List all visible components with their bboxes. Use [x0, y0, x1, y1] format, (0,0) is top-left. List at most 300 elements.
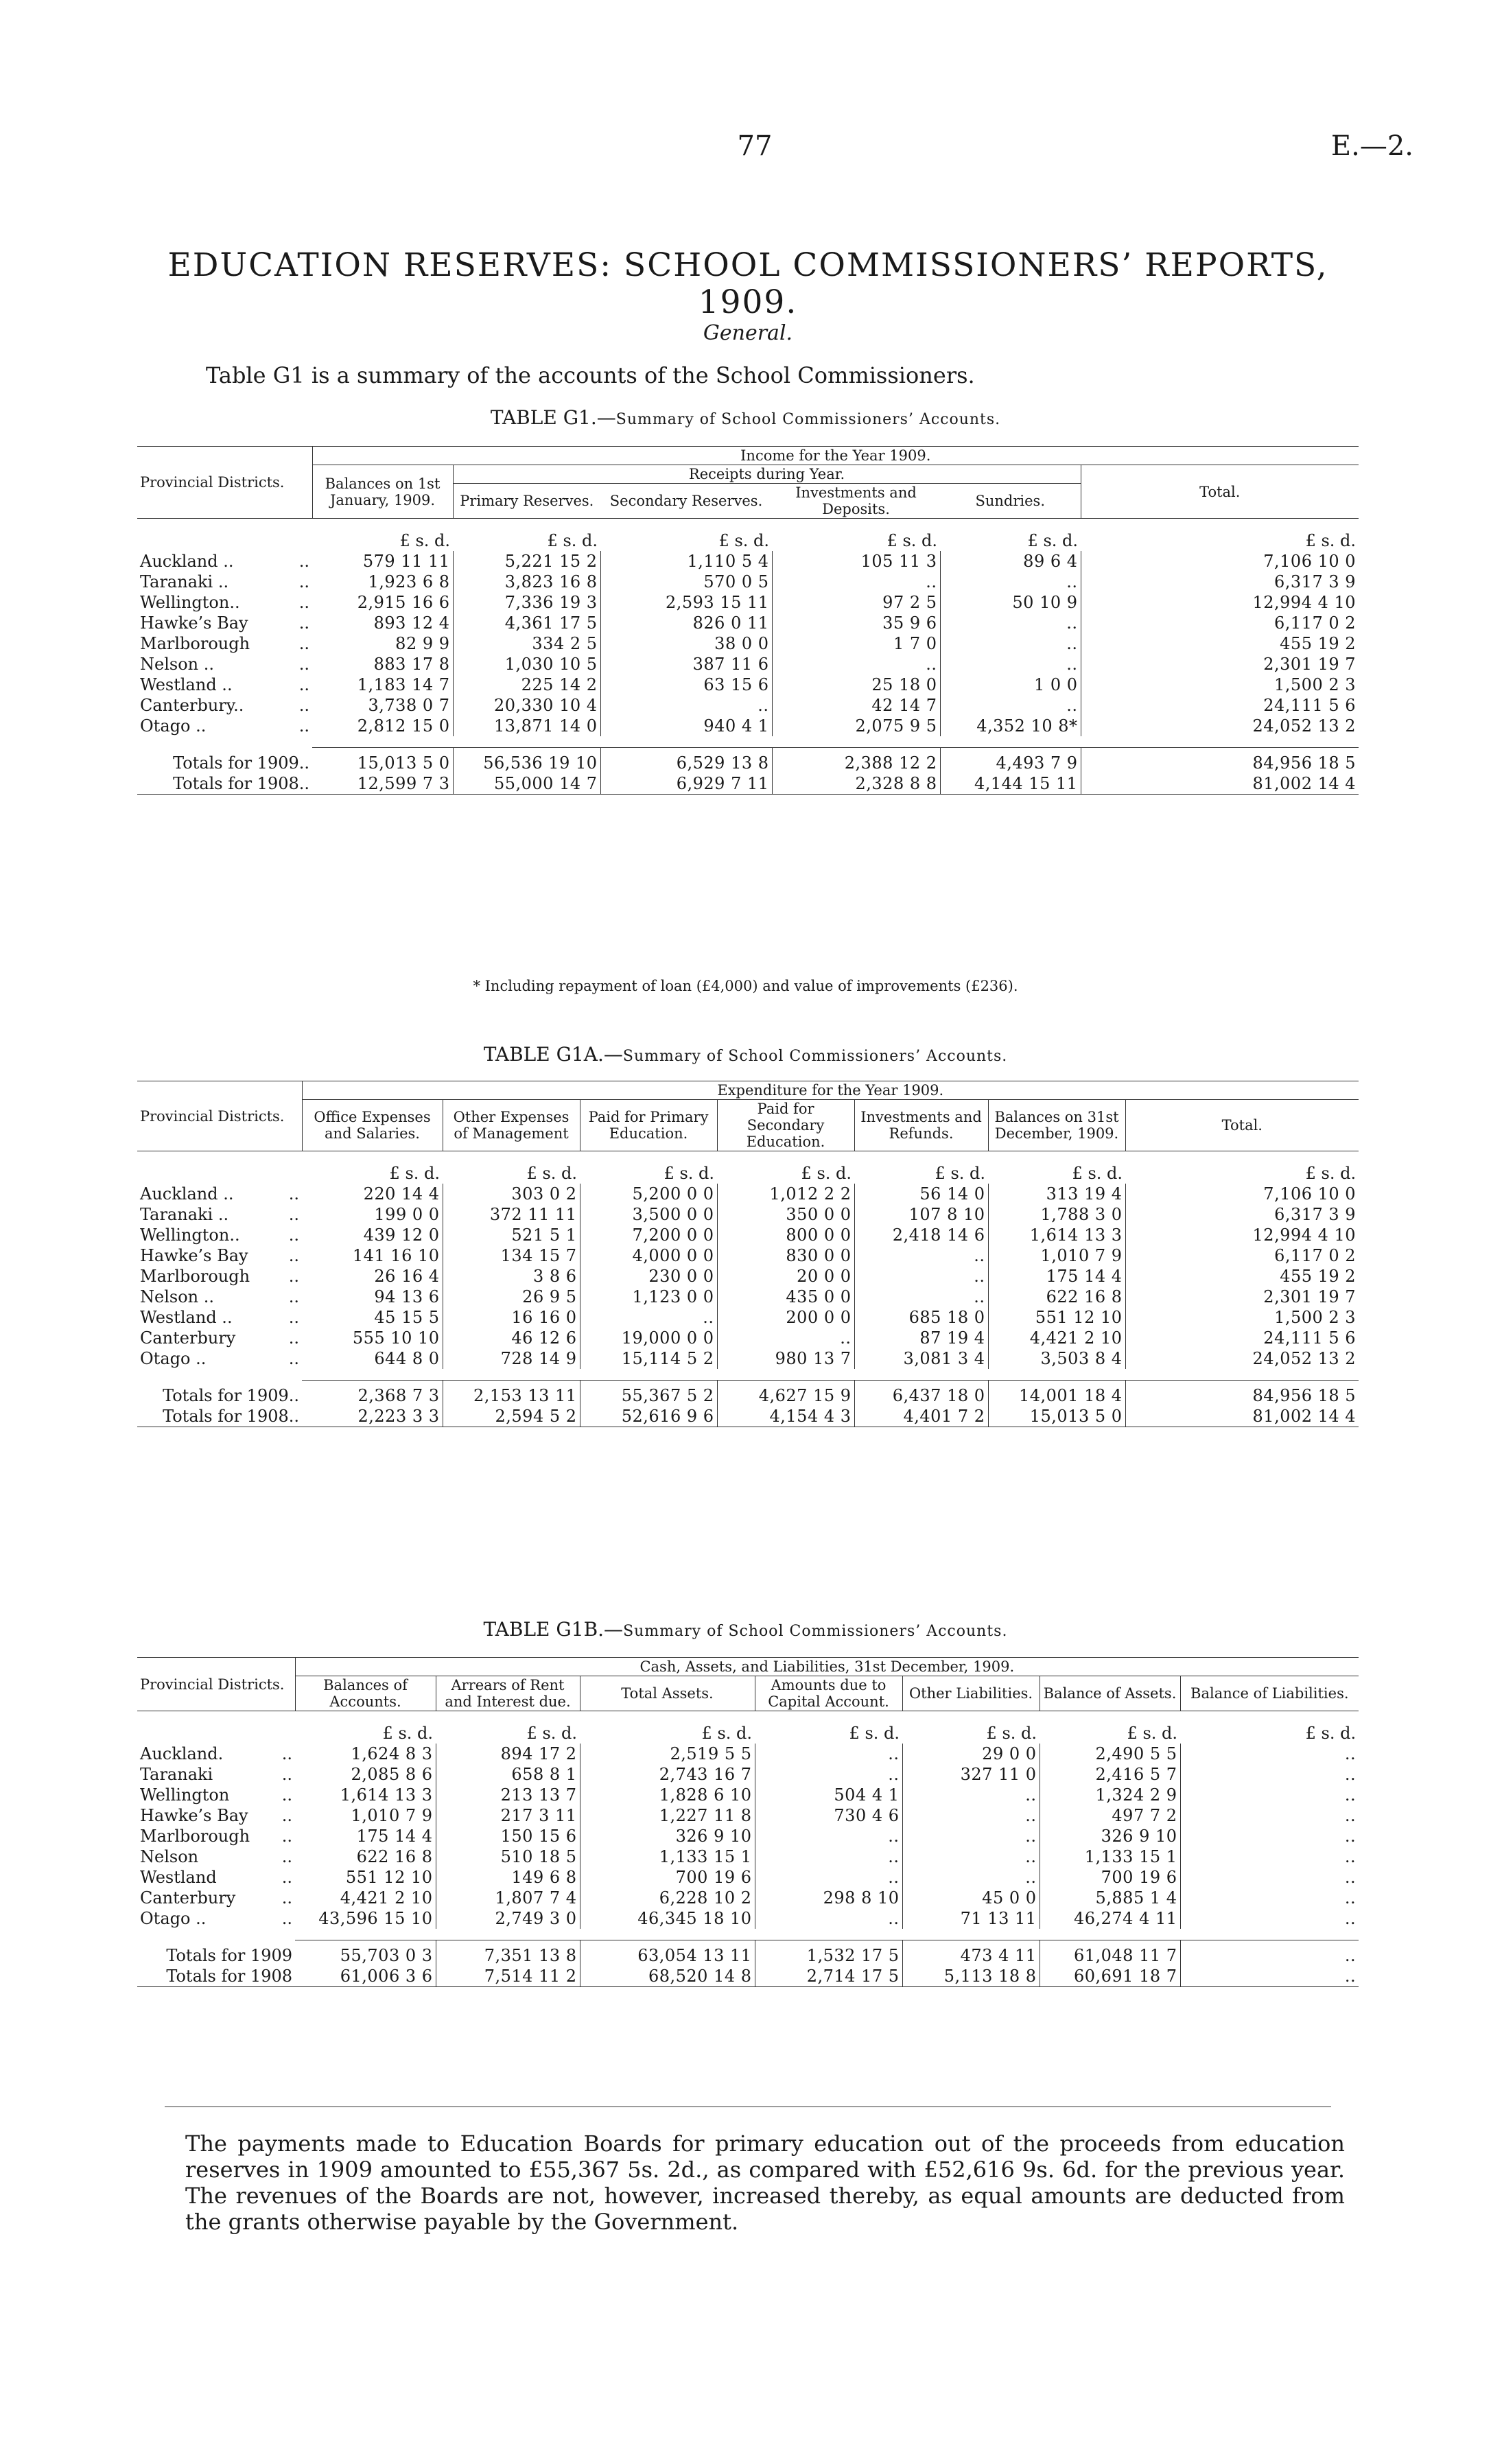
g1a-cell: 199 0 0 [302, 1204, 443, 1225]
g1b-cell: 175 14 4 [295, 1826, 436, 1846]
g1-row [137, 674, 1359, 695]
closing-paragraph: The payments made to Education Boards for primary education out of the proceeds from education reserves in 1909 amounted to £55,367 5s. 2d., as compared with £52,616 9s. 6d. for the previous year. The revenues of the Boards are not, however, increased thereby, as equal amounts are deducted from the grants otherwise payable by the Government. [185, 2131, 1345, 2235]
g1-total-cell: 6,529 13 8 [600, 748, 772, 774]
g1-total-cell: 81,002 14 4 [1081, 773, 1359, 795]
g1b-leader-dots: .. [281, 1847, 293, 1866]
g1b-total-cell: .. [1180, 1940, 1359, 1967]
table-g1-caption-text: Summary of School Commissioners’ Accounts. [615, 411, 1001, 428]
g1-district-name: Canterbury.. [140, 696, 244, 715]
g1a-cell: 24,111 5 6 [1263, 1328, 1357, 1348]
g1b-cell: 1,324 2 9 [1040, 1785, 1180, 1805]
g1b-total-cell: 68,520 14 8 [580, 1966, 755, 1987]
g1b-cell: 6,228 10 2 [580, 1888, 755, 1908]
g1b-total-cell: 60,691 18 7 [1040, 1966, 1180, 1987]
g1-total-cell: 4,493 7 9 [940, 748, 1081, 774]
g1a-cell: 2,301 19 7 [1263, 1287, 1357, 1306]
g1-col-sundries: Sundries. [975, 493, 1046, 509]
g1-row [137, 695, 1359, 716]
g1b-group-header: Cash, Assets, and Liabilities, 31st December, 1909. [295, 1658, 1359, 1676]
g1a-total-cell: 15,013 5 0 [988, 1406, 1125, 1427]
g1a-cell: 45 15 5 [302, 1307, 443, 1328]
g1a-cell: 230 0 0 [580, 1266, 717, 1287]
g1a-cell: 1,012 2 2 [717, 1184, 854, 1204]
g1b-row [137, 1826, 1359, 1846]
g1b-cell: 298 8 10 [755, 1888, 902, 1908]
g1b-spacer-row [137, 1929, 1359, 1940]
g1b-cell: 894 17 2 [436, 1744, 580, 1764]
g1b-cell: 1,828 6 10 [580, 1785, 755, 1805]
g1a-row [137, 1307, 1359, 1328]
g1a-total-cell: 55,367 5 2 [580, 1381, 717, 1407]
g1b-cell: .. [902, 1867, 1040, 1888]
g1-cell: .. [940, 633, 1081, 654]
g1b-col-balance-liabilities: Balance of Liabilities. [1190, 1685, 1349, 1702]
g1a-district-name: Otago .. [140, 1349, 207, 1368]
g1b-cell: 700 19 6 [1040, 1867, 1180, 1888]
g1a-cell: 350 0 0 [717, 1204, 854, 1225]
g1-cell: 893 12 4 [312, 613, 453, 633]
g1b-totals-label: Totals for 1908 [137, 1966, 295, 1987]
g1-row [137, 592, 1359, 613]
g1a-total-cell: 14,001 18 4 [988, 1381, 1125, 1407]
g1b-cell: 2,749 3 0 [436, 1908, 580, 1929]
g1a-cell: 830 0 0 [717, 1245, 854, 1266]
g1b-cell: 217 3 11 [436, 1805, 580, 1826]
g1b-cell: 1,614 13 3 [295, 1785, 436, 1805]
g1a-cell: .. [854, 1245, 988, 1266]
g1b-cell: 45 0 0 [902, 1888, 1040, 1908]
g1-cell: 826 0 11 [600, 613, 772, 633]
g1-cell: 883 17 8 [312, 654, 453, 674]
g1-unit-label: £ s. d. [547, 531, 598, 550]
g1-cell: 63 15 6 [600, 674, 772, 695]
g1-cell: 4,361 17 5 [453, 613, 600, 633]
g1b-cell: 2,490 5 5 [1040, 1744, 1180, 1764]
g1b-row [137, 1744, 1359, 1764]
g1-cell: .. [772, 572, 940, 592]
g1b-cell: 658 8 1 [436, 1764, 580, 1785]
g1-total-cell: 84,956 18 5 [1081, 748, 1359, 774]
g1b-cell: .. [755, 1764, 902, 1785]
g1-cell: 570 0 5 [600, 572, 772, 592]
g1a-totals-label: Totals for 1908.. [137, 1406, 302, 1427]
g1a-cell: 313 19 4 [988, 1184, 1125, 1204]
g1-cell: 24,111 5 6 [1263, 696, 1357, 715]
g1a-district-name: Taranaki .. [140, 1205, 229, 1224]
g1b-cell: 1,133 15 1 [580, 1846, 755, 1867]
g1-cell: 82 9 9 [312, 633, 453, 654]
table-g1a-caption-text: Summary of School Commissioners’ Accounts. [622, 1048, 1008, 1065]
g1b-unit-label: £ s. d. [1127, 1724, 1178, 1743]
g1b-unit-label: £ s. d. [526, 1724, 578, 1743]
g1a-row [137, 1348, 1359, 1369]
g1a-row [137, 1287, 1359, 1307]
g1-district-name: Westland .. [140, 675, 233, 694]
g1b-cell: 4,421 2 10 [295, 1888, 436, 1908]
g1a-cell: 4,421 2 10 [988, 1328, 1125, 1348]
g1a-cell: 800 0 0 [717, 1225, 854, 1245]
g1b-cell: .. [1344, 1847, 1357, 1866]
g1a-unit-label: £ s. d. [801, 1164, 852, 1183]
g1-unit-label: £ s. d. [718, 531, 770, 550]
g1-cell: 1,923 6 8 [312, 572, 453, 592]
g1b-cell: 504 4 1 [755, 1785, 902, 1805]
g1b-cell: .. [1344, 1806, 1357, 1825]
g1b-cell: .. [755, 1867, 902, 1888]
g1a-unit-label: £ s. d. [1072, 1164, 1123, 1183]
g1a-leader-dots: .. [288, 1349, 300, 1368]
table-g1b [137, 1657, 1359, 1987]
g1a-col-balances: Balances on 31st December, 1909. [988, 1100, 1125, 1151]
g1-cell: 455 19 2 [1280, 634, 1357, 653]
g1a-cell: 1,123 0 0 [580, 1287, 717, 1307]
g1a-cell: 220 14 4 [302, 1184, 443, 1204]
g1a-col-district: Provincial Districts. [137, 1081, 302, 1151]
g1-total-cell: 56,536 19 10 [453, 748, 600, 774]
g1a-cell: .. [580, 1307, 717, 1328]
g1b-unit-label: £ s. d. [701, 1724, 753, 1743]
g1-cell: 97 2 5 [772, 592, 940, 613]
g1b-total-cell: 55,703 0 3 [295, 1940, 436, 1967]
g1b-cell: 551 12 10 [295, 1867, 436, 1888]
g1-totals-label: Totals for 1908.. [137, 773, 312, 795]
g1a-col-primary: Paid for Primary Education. [580, 1100, 717, 1151]
g1a-cell: .. [854, 1287, 988, 1307]
table-g1a [137, 1081, 1359, 1427]
g1-cell: 12,994 4 10 [1252, 593, 1357, 612]
g1b-district-name: Otago .. [140, 1909, 207, 1928]
g1a-cell: 372 11 11 [443, 1204, 580, 1225]
g1b-total-cell: 1,532 17 5 [755, 1940, 902, 1967]
g1-cell: .. [772, 654, 940, 674]
g1a-totals-row [137, 1381, 1359, 1407]
g1b-cell: 1,010 7 9 [295, 1805, 436, 1826]
g1b-col-district: Provincial Districts. [137, 1658, 295, 1711]
g1a-cell: 19,000 0 0 [580, 1328, 717, 1348]
g1b-unit-label: £ s. d. [986, 1724, 1037, 1743]
g1b-total-cell: 7,351 13 8 [436, 1940, 580, 1967]
g1a-cell: 685 18 0 [854, 1307, 988, 1328]
table-g1-footnote: * Including repayment of loan (£4,000) and value of improvements (£236). [473, 978, 1018, 994]
g1-unit-label: £ s. d. [887, 531, 938, 550]
g1-leader-dots: .. [298, 634, 310, 653]
g1a-cell: 12,994 4 10 [1252, 1225, 1357, 1245]
g1b-total-cell: 473 4 11 [902, 1940, 1040, 1967]
g1-cell: 225 14 2 [453, 674, 600, 695]
g1a-leader-dots: .. [288, 1205, 300, 1224]
g1-cell: 24,052 13 2 [1252, 716, 1357, 736]
g1-totals-row [137, 773, 1359, 795]
g1-spacer-row [137, 736, 1359, 748]
g1a-leader-dots: .. [288, 1287, 300, 1306]
g1a-leader-dots: .. [288, 1246, 300, 1265]
g1a-district-name: Wellington.. [140, 1225, 240, 1245]
g1b-cell: .. [755, 1744, 902, 1764]
g1b-unit-label: £ s. d. [849, 1724, 900, 1743]
g1a-cell: 622 16 8 [988, 1287, 1125, 1307]
table-g1-caption-prefix: TABLE G1.— [490, 406, 616, 429]
g1-cell: 3,823 16 8 [453, 572, 600, 592]
g1a-cell: 728 14 9 [443, 1348, 580, 1369]
g1-row [137, 572, 1359, 592]
g1b-totals-row [137, 1940, 1359, 1967]
g1a-cell: 15,114 5 2 [580, 1348, 717, 1369]
g1-cell: 2,075 9 5 [772, 716, 940, 736]
g1b-total-cell: 63,054 13 11 [580, 1940, 755, 1967]
g1-district-name: Taranaki .. [140, 572, 229, 591]
g1-district-name: Otago .. [140, 716, 207, 736]
table-g1a-caption [0, 1043, 1491, 1066]
g1-cell: 387 11 6 [600, 654, 772, 674]
g1a-col-investments: Investments and Refunds. [854, 1100, 988, 1151]
g1-row [137, 613, 1359, 633]
g1-unit-label: £ s. d. [399, 531, 451, 550]
g1b-cell: 327 11 0 [902, 1764, 1040, 1785]
g1a-cell: 200 0 0 [717, 1307, 854, 1328]
g1b-cell: 5,885 1 4 [1040, 1888, 1180, 1908]
g1a-cell: 6,117 0 2 [1274, 1246, 1357, 1265]
g1a-cell: 3 8 6 [443, 1266, 580, 1287]
g1a-cell: 7,106 10 0 [1263, 1184, 1357, 1204]
g1a-district-name: Canterbury [140, 1328, 236, 1348]
g1b-leader-dots: .. [281, 1888, 293, 1908]
g1-district-name: Auckland .. [140, 552, 234, 571]
g1a-district-name: Hawke’s Bay [140, 1246, 248, 1265]
g1-total-cell: 12,599 7 3 [312, 773, 453, 795]
g1a-spacer-row [137, 1369, 1359, 1381]
g1b-cell: 2,416 5 7 [1040, 1764, 1180, 1785]
g1-cell: 6,317 3 9 [1274, 572, 1357, 591]
g1a-unit-label: £ s. d. [526, 1164, 578, 1183]
g1a-unit-label: £ s. d. [664, 1164, 715, 1183]
g1-cell: 2,812 15 0 [312, 716, 453, 736]
g1a-district-name: Nelson .. [140, 1287, 214, 1306]
g1b-total-cell: 61,006 3 6 [295, 1966, 436, 1987]
g1a-cell: 1,010 7 9 [988, 1245, 1125, 1266]
g1-col-secondary: Secondary Reserves. [609, 493, 763, 509]
g1-leader-dots: .. [298, 572, 310, 591]
g1a-leader-dots: .. [288, 1308, 300, 1327]
g1-cell: .. [940, 613, 1081, 633]
g1a-row [137, 1184, 1359, 1204]
g1b-row [137, 1888, 1359, 1908]
table-g1 [137, 446, 1359, 795]
g1-cell: 7,106 10 0 [1263, 552, 1357, 571]
g1a-cell: 20 0 0 [717, 1266, 854, 1287]
g1-leader-dots: .. [298, 655, 310, 674]
g1-cell: 105 11 3 [772, 551, 940, 572]
g1-cell: 5,221 15 2 [453, 551, 600, 572]
g1b-cell: .. [1344, 1827, 1357, 1846]
g1b-district-name: Wellington [140, 1785, 230, 1805]
g1a-total-cell: 2,368 7 3 [302, 1381, 443, 1407]
g1b-total-cell: 5,113 18 8 [902, 1966, 1040, 1987]
g1b-unit-label: £ s. d. [1305, 1724, 1357, 1743]
g1a-cell: 24,052 13 2 [1252, 1349, 1357, 1368]
g1-total-cell: 2,388 12 2 [772, 748, 940, 774]
table-g1b-caption-prefix: TABLE G1B.— [483, 1618, 624, 1641]
g1a-units-row [137, 1151, 1359, 1184]
g1a-cell: 551 12 10 [988, 1307, 1125, 1328]
g1a-col-other: Other Expenses of Management [443, 1100, 580, 1151]
g1a-totals-row [137, 1406, 1359, 1427]
g1b-cell: 2,743 16 7 [580, 1764, 755, 1785]
g1a-row [137, 1204, 1359, 1225]
g1-district-name: Marlborough [140, 634, 250, 653]
g1b-cell: .. [755, 1908, 902, 1929]
table-g1b-caption-text: Summary of School Commissioners’ Accounts. [623, 1623, 1008, 1640]
g1-leader-dots: .. [298, 552, 310, 571]
g1b-district-name: Canterbury [140, 1888, 236, 1908]
g1-col-total: Total. [1081, 465, 1359, 519]
g1b-cell: 149 6 8 [436, 1867, 580, 1888]
g1-cell: .. [600, 695, 772, 716]
g1a-cell: 435 0 0 [717, 1287, 854, 1307]
g1a-col-secondary: Paid for Secondary Education. [717, 1100, 854, 1151]
g1b-col-balances: Balances of Accounts. [295, 1676, 436, 1711]
g1a-cell: 521 5 1 [443, 1225, 580, 1245]
g1a-total-cell: 84,956 18 5 [1125, 1381, 1359, 1407]
g1-cell: 1 0 0 [940, 674, 1081, 695]
g1-leader-dots: .. [298, 696, 310, 715]
g1b-cell: .. [902, 1846, 1040, 1867]
g1-cell: 1,110 5 4 [600, 551, 772, 572]
g1b-cell: 43,596 15 10 [295, 1908, 436, 1929]
g1a-cell: .. [717, 1328, 854, 1348]
g1-cell: 579 11 11 [312, 551, 453, 572]
g1b-cell: 213 13 7 [436, 1785, 580, 1805]
g1-col-investments: Investments and Deposits. [795, 484, 917, 517]
g1a-unit-label: £ s. d. [935, 1164, 986, 1183]
subtitle: General. [703, 321, 793, 345]
g1b-cell: .. [1344, 1785, 1357, 1805]
g1-cell: 3,738 0 7 [312, 695, 453, 716]
g1a-cell: 46 12 6 [443, 1328, 580, 1348]
g1-total-cell: 6,929 7 11 [600, 773, 772, 795]
g1b-district-name: Hawke’s Bay [140, 1806, 248, 1825]
intro-text: Table G1 is a summary of the accounts of the School Commissioners. [206, 362, 975, 388]
g1-cell: 2,593 15 11 [600, 592, 772, 613]
g1b-cell: 71 13 11 [902, 1908, 1040, 1929]
page-title: EDUCATION RESERVES: SCHOOL COMMISSIONERS’ REPORTS, 1909. [167, 246, 1328, 321]
g1a-total-cell: 81,002 14 4 [1125, 1406, 1359, 1427]
g1a-total-cell: 4,627 15 9 [717, 1381, 854, 1407]
g1a-leader-dots: .. [288, 1184, 300, 1204]
g1b-units-row [137, 1711, 1359, 1744]
g1a-total-cell: 4,401 7 2 [854, 1406, 988, 1427]
g1a-district-name: Marlborough [140, 1267, 250, 1286]
g1b-cell: .. [1344, 1909, 1357, 1928]
g1a-cell: 455 19 2 [1280, 1267, 1357, 1286]
g1b-leader-dots: .. [281, 1744, 293, 1763]
g1a-total-cell: 6,437 18 0 [854, 1381, 988, 1407]
g1b-leader-dots: .. [281, 1765, 293, 1784]
g1-leader-dots: .. [298, 593, 310, 612]
g1a-cell: 555 10 10 [302, 1328, 443, 1348]
g1b-cell: 1,624 8 3 [295, 1744, 436, 1764]
g1-col-primary: Primary Reserves. [460, 493, 594, 509]
g1-totals-label: Totals for 1909.. [173, 753, 310, 773]
g1b-cell: 46,345 18 10 [580, 1908, 755, 1929]
g1b-leader-dots: .. [281, 1909, 293, 1928]
g1-cell: 50 10 9 [940, 592, 1081, 613]
g1b-cell: .. [1344, 1744, 1357, 1763]
g1a-group-header: Expenditure for the Year 1909. [302, 1081, 1359, 1100]
g1a-row [137, 1328, 1359, 1348]
g1a-cell: 5,200 0 0 [580, 1184, 717, 1204]
g1-cell: 89 6 4 [940, 551, 1081, 572]
g1b-leader-dots: .. [281, 1827, 293, 1846]
g1a-leader-dots: .. [288, 1328, 300, 1348]
g1a-cell: 3,500 0 0 [580, 1204, 717, 1225]
g1a-row [137, 1245, 1359, 1266]
g1b-total-cell: 61,048 11 7 [1040, 1940, 1180, 1967]
g1a-cell: 644 8 0 [302, 1348, 443, 1369]
g1a-cell: 439 12 0 [302, 1225, 443, 1245]
g1a-cell: 87 19 4 [854, 1328, 988, 1348]
g1-total-cell: 15,013 5 0 [312, 748, 453, 774]
g1-district-name: Nelson .. [140, 655, 214, 674]
g1b-totals-row [137, 1966, 1359, 1987]
g1-total-cell: 55,000 14 7 [453, 773, 600, 795]
g1a-cell: 303 0 2 [443, 1184, 580, 1204]
g1b-cell: 326 9 10 [1040, 1826, 1180, 1846]
g1a-total-cell: 2,153 13 11 [443, 1381, 580, 1407]
table-g1a-caption-prefix: TABLE G1A.— [483, 1043, 623, 1066]
g1-row [137, 551, 1359, 572]
g1b-cell: .. [755, 1826, 902, 1846]
g1a-cell: 4,000 0 0 [580, 1245, 717, 1266]
g1b-col-total-assets: Total Assets. [580, 1676, 755, 1711]
g1b-col-other: Other Liabilities. [902, 1676, 1040, 1711]
g1a-cell: 980 13 7 [717, 1348, 854, 1369]
g1b-district-name: Marlborough [140, 1827, 250, 1846]
g1a-row [137, 1266, 1359, 1287]
g1b-row [137, 1867, 1359, 1888]
g1a-totals-label: Totals for 1909.. [163, 1385, 300, 1405]
g1a-total-cell: 4,154 4 3 [717, 1406, 854, 1427]
g1-cell: 42 14 7 [772, 695, 940, 716]
g1-cell: 1,030 10 5 [453, 654, 600, 674]
g1b-row [137, 1846, 1359, 1867]
g1b-cell: 730 4 6 [755, 1805, 902, 1826]
g1a-leader-dots: .. [288, 1267, 300, 1286]
g1-receipts-header: Receipts during Year. [453, 465, 1081, 484]
g1a-cell: 1,614 13 3 [988, 1225, 1125, 1245]
g1a-cell: 107 8 10 [854, 1204, 988, 1225]
g1-row [137, 633, 1359, 654]
g1-cell: 25 18 0 [772, 674, 940, 695]
g1a-cell: 134 15 7 [443, 1245, 580, 1266]
g1a-cell: 2,418 14 6 [854, 1225, 988, 1245]
g1a-unit-label: £ s. d. [1305, 1164, 1357, 1183]
g1b-cell: .. [902, 1785, 1040, 1805]
g1a-cell: 3,503 8 4 [988, 1348, 1125, 1369]
g1b-cell: 150 15 6 [436, 1826, 580, 1846]
g1-units-row [137, 519, 1359, 552]
g1-cell: 13,871 14 0 [453, 716, 600, 736]
g1-cell: .. [940, 572, 1081, 592]
g1b-total-cell: .. [1180, 1966, 1359, 1987]
g1a-total-cell: 52,616 9 6 [580, 1406, 717, 1427]
g1a-cell: 16 16 0 [443, 1307, 580, 1328]
g1b-cell: 622 16 8 [295, 1846, 436, 1867]
g1b-row [137, 1805, 1359, 1826]
g1b-cell: 1,227 11 8 [580, 1805, 755, 1826]
g1b-cell: 29 0 0 [902, 1744, 1040, 1764]
g1b-cell: 510 18 5 [436, 1846, 580, 1867]
g1b-cell: 700 19 6 [580, 1867, 755, 1888]
